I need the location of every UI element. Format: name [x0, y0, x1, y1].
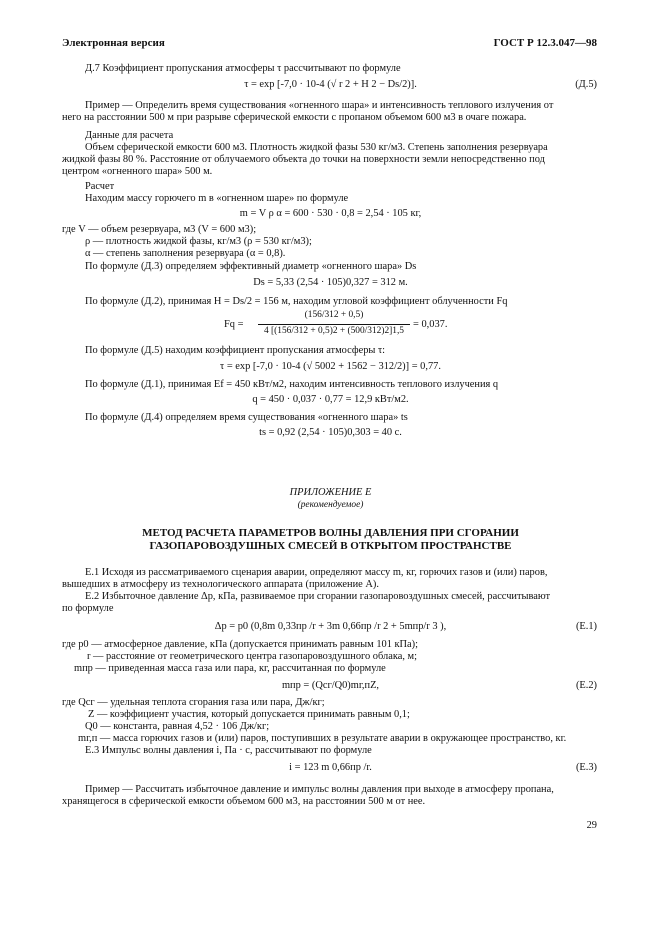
definition-line: где Qсг — удельная теплота сгорания газа или пара, Дж/кг;	[62, 697, 325, 708]
formula-d5	[0, 79, 661, 91]
text-line: хранящегося в сферической емкости объемом 600 м3, на расстоянии 500 м от нее.	[62, 796, 426, 807]
text-line: Д.7 Коэффициент пропускания атмосферы τ рассчитывают по формуле	[85, 63, 401, 74]
fraction-numerator: (156/312 + 0,5)	[304, 310, 364, 320]
fraction-denominator: 4 [(156/312 + 0,5)2 + (500/312)2]1,5	[264, 326, 404, 336]
text-line: Объем сферической емкости 600 м3. Плотность жидкой фазы 530 кг/м3. Степень заполнения резервуара	[85, 142, 548, 153]
definition-line: Z — коэффициент участия, который допускается принимать равным 0,1;	[88, 709, 410, 720]
text-line: По формуле (Д.4) определяем время существования «огненного шара» ts	[85, 412, 408, 423]
text-line: По формуле (Д.5) находим коэффициент пропускания атмосферы τ:	[85, 345, 386, 356]
section-title: ГАЗОПАРОВОЗДУШНЫХ СМЕСЕЙ В ОТКРЫТОМ ПРОСТРАНСТВЕ	[149, 540, 512, 552]
formula-text: τ = exp [-7,0 · 10-4 (√ r 2 + H 2 − Ds/2)].	[244, 79, 417, 90]
equation-number: (Д.5)	[575, 79, 597, 90]
definition-line: ρ — плотность жидкой фазы, кг/м3 (ρ = 530 кг/м3);	[85, 236, 312, 247]
formula-text: Δp = p0 (0,8m 0,33пр /r + 3m 0,66пр /r 2 + 5mпр/r 3 ),	[214, 621, 447, 632]
fraction-formula	[0, 309, 661, 341]
formula-e2	[0, 680, 661, 692]
text-line: вышедших в атмосферу из технологического аппарата (приложение А).	[62, 579, 379, 590]
page-number: 29	[586, 820, 597, 831]
text-line: него на расстоянии 500 м при разрыве сферической емкости с пропаном объемом 600 м3 в очаге пожара.	[62, 112, 527, 123]
section-title: МЕТОД РАСЧЕТА ПАРАМЕТРОВ ВОЛНЫ ДАВЛЕНИЯ ПРИ СГОРАНИИ	[142, 527, 519, 539]
formula-e1	[0, 621, 661, 633]
example-line: Пример — Определить время существования «огненного шара» и интенсивность теплового излучения от	[85, 100, 554, 111]
formula-line: ts = 0,92 (2,54 · 105)0,303 = 40 с.	[259, 427, 402, 438]
formula-line: Ds = 5,33 (2,54 · 105)0,327 = 312 м.	[253, 277, 408, 288]
fraction-bar	[258, 324, 410, 325]
definition-line: где V — объем резервуара, м3 (V = 600 м3);	[62, 224, 257, 235]
text-line: по формуле	[62, 603, 114, 614]
fraction-lhs: Fq =	[224, 319, 244, 330]
header-right: ГОСТ Р 12.3.047—98	[493, 37, 597, 49]
section-label: Данные для расчета	[85, 130, 174, 141]
text-line: Е.3 Импульс волны давления i, Па · с, рассчитывают по формуле	[85, 745, 372, 756]
equation-number: (Е.3)	[575, 762, 597, 773]
text-line: жидкой фазы 80 %. Расстояние от облучаемого объекта до точки на поверхности земли непосредственно под	[62, 154, 545, 165]
formula-text: i = 123 m 0,66пр /r.	[289, 762, 372, 773]
text-line: По формуле (Д.3) определяем эффективный диаметр «огненного шара» Ds	[85, 261, 417, 272]
formula-line: m = V ρ α = 600 · 530 · 0,8 = 2,54 · 105 кг,	[239, 208, 422, 219]
definition-line: mг,п — масса горючих газов и (или) паров, поступивших в результате аварии в окружающее пространство, кг.	[78, 733, 567, 744]
text-line: Е.1 Исходя из рассматриваемого сценария аварии, определяют массу m, кг, горючих газов и (или) паров,	[85, 567, 548, 578]
formula-text: mпр = (Qсг/Q0)mг,пZ,	[281, 680, 380, 691]
example-line: Пример — Рассчитать избыточное давление и импульс волны давления при выходе в атмосферу пропана,	[85, 784, 554, 795]
formula-e3	[0, 762, 661, 774]
header-left: Электронная версия	[62, 37, 165, 49]
appendix-subtitle: (рекомендуемое)	[297, 500, 364, 510]
definition-line: mпр — приведенная масса газа или пара, кг, рассчитанная по формуле	[74, 663, 386, 674]
section-label: Расчет	[85, 181, 115, 192]
fraction-result: = 0,037.	[413, 319, 448, 330]
text-line: Е.2 Избыточное давление Δp, кПа, развиваемое при сгорании газопаровоздушных смесей, рассчитывают	[85, 591, 551, 602]
text-line: По формуле (Д.2), принимая H = Ds/2 = 156 м, находим угловой коэффициент облученности Fq	[85, 296, 508, 307]
definition-line: Q0 — константа, равная 4,52 · 106 Дж/кг;	[85, 721, 270, 732]
formula-line: τ = exp [-7,0 · 10-4 (√ 5002 + 1562 − 312/2)] = 0,77.	[220, 361, 441, 372]
formula-line: q = 450 · 0,037 · 0,77 = 12,9 кВт/м2.	[252, 394, 409, 405]
definition-line: α — степень заполнения резервуара (α = 0,8).	[85, 248, 286, 259]
equation-number: (Е.2)	[575, 680, 597, 691]
text-line: По формуле (Д.1), принимая Ef = 450 кВт/м2, находим интенсивность теплового излучения q	[85, 379, 499, 390]
equation-number: (Е.1)	[575, 621, 597, 632]
appendix-title: ПРИЛОЖЕНИЕ Е	[289, 487, 372, 498]
text-line: Находим массу горючего m в «огненном шаре» по формуле	[85, 193, 349, 204]
text-line: центром «огненного шара» 500 м.	[62, 166, 213, 177]
definition-line: r — расстояние от геометрического центра газопаровоздушного облака, м;	[87, 651, 417, 662]
definition-line: где p0 — атмосферное давление, кПа (допускается принимать равным 101 кПа);	[62, 639, 419, 650]
